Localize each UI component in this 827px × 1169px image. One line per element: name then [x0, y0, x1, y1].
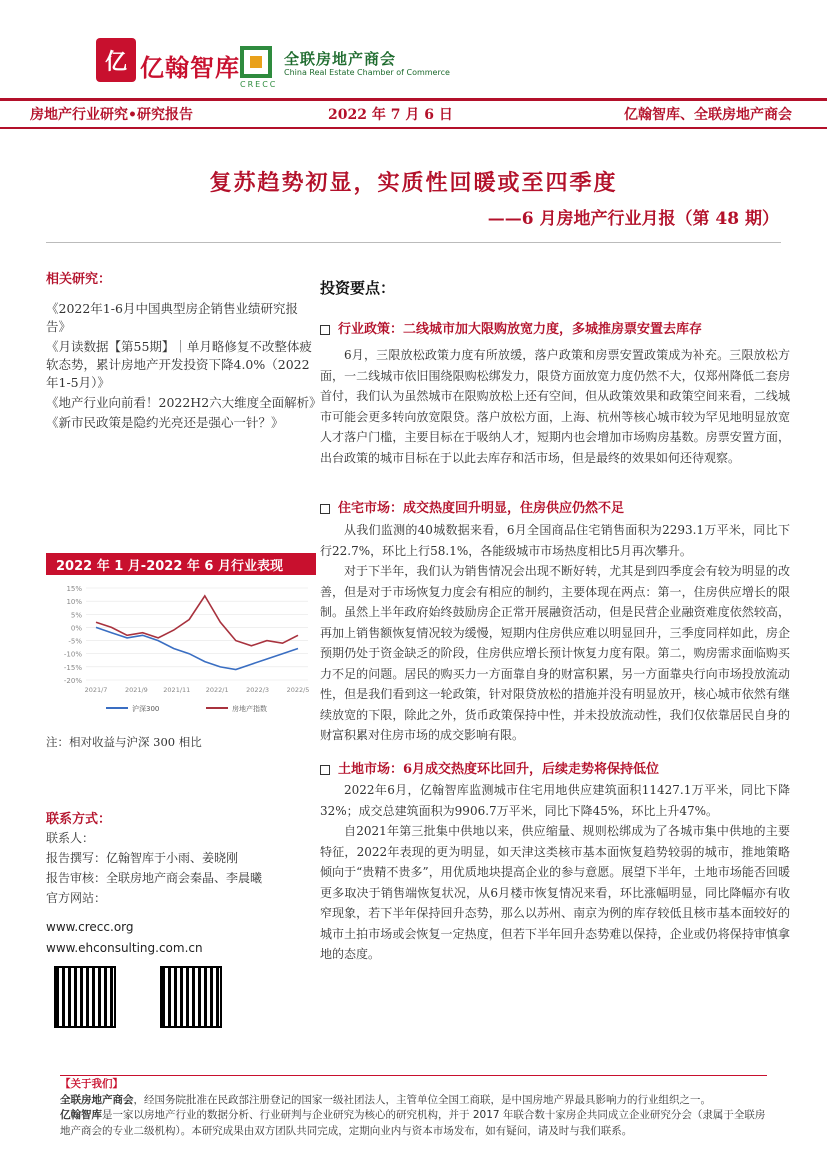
- related-research-list: [46, 300, 322, 434]
- section-land-para-1: 2022年6月，亿翰智库监测城市住宅用地供应建筑面积11427.1万平米，同比下降32%；成交总建筑面积为9906.7万平米，同比下降45%，环比上升47%。: [320, 783, 790, 818]
- report-subtitle: ——6 月房地产行业月报（第 48 期）: [487, 209, 779, 229]
- crecc-logo-icon: [240, 46, 272, 78]
- y-tick-label: -15%: [63, 663, 82, 672]
- legend-label: 沪深300: [132, 705, 160, 713]
- x-tick-label: 2022/5: [286, 686, 310, 694]
- footer-about: [60, 1077, 767, 1139]
- header-rule-bottom: [0, 127, 827, 129]
- qr-code-icon: [54, 966, 116, 1028]
- contact-line: 官方网站：: [46, 891, 107, 905]
- website-link-ehconsulting[interactable]: www.ehconsulting.com.cn: [46, 941, 203, 955]
- section-land-para-2: 自2021年第三批集中供地以来，供应缩量、规则松绑成为了各城市集中供地的主要特征，2022年表现的更为明显，如天津这类核市基本面恢复趋势较弱的城市，推地策略倾向于“贵精不贵多”，用优质地块提高企业的参与意愿。展望下半年，土地市场能否回暖更多取决于销售端恢复状况，从6月楼市恢复情况来看，环比涨幅明显，同比降幅亦有收窄现象，若下半年保持回升态势，那么以苏州、南京为例的库存较低且核市基本面较好的城市土拍市场或会恢复一定热度，但若下半年回升态势难以保持，企业或仍将保持审慎拿地的态度。: [320, 824, 790, 961]
- related-link[interactable]: 《地产行业向前看！2022H2六大维度全面解析》: [46, 395, 322, 410]
- footer-rule: [60, 1075, 767, 1076]
- section-housing-title: 住宅市场：成交热度回升明显，住房供应仍然不足: [320, 497, 624, 516]
- contact-block: [46, 828, 316, 908]
- section-policy-title: 行业政策：二线城市加大限购放宽力度，多城推房票安置去库存: [320, 318, 702, 337]
- section-land-title: 土地市场：6月成交热度环比回升，后续走势将保持低位: [320, 758, 659, 777]
- crecc-logo-abbr: CRECC: [240, 80, 278, 89]
- website-link-crecc[interactable]: www.crecc.org: [46, 920, 134, 934]
- x-tick-label: 2021/11: [163, 686, 191, 694]
- section-housing-para-2: 对于下半年，我们认为销售情况会出现不断好转，尤其是到四季度会有较为明显的改善，但是对于市场恢复力度会有相应的制约，主要体现在两点：第一，住房供应增长的限制。虽然上半年政府始终鼓励房企正常开展融资活动，但是民营企业融资难度依然较高，再加上销售额恢复情况较为缓慢，短期内住房供应难以明显回升，三季度同样如此，房企预期仍处于资金缺乏的阶段，住房供应增长预计恢复力度有限。第二，购房需求面临购买力不足的问题。居民的购买力一方面靠自身的财富积累，另一方面靠央行向市场投放流动性，但是我们看到这一轮政策，针对限贷放松的措施并没有明显放开，核心城市依然有继续放宽的下限，除此之外，货币政策保持中性，并未投放流动性，我们仅依靠居民自身的财富积累对住房市场的成交影响有限。: [320, 564, 790, 742]
- y-tick-label: 0%: [70, 624, 82, 633]
- footer-text1: ，经国务院批准在民政部注册登记的国家一级社团法人，主管单位全国工商联，是中国房地产界最具影响力的行业组织之一。: [133, 1093, 711, 1106]
- y-tick-label: 15%: [66, 585, 82, 593]
- x-tick-label: 2021/7: [84, 686, 108, 694]
- checkbox-icon: [320, 765, 330, 775]
- header-category: 房地产行业研究•研究报告: [30, 107, 193, 123]
- y-tick-label: 5%: [70, 611, 82, 620]
- crecc-logo-en: China Real Estate Chamber of Commerce: [284, 68, 450, 77]
- chart-note: 注：相对收益与沪深 300 相比: [46, 735, 202, 749]
- contact-line: 报告审核：全联房地产商会秦晶、李晨曦: [46, 871, 263, 885]
- related-research-heading: 相关研究：: [46, 272, 112, 287]
- footer-org2: 亿翰智库: [60, 1109, 102, 1121]
- report-title: 复苏趋势初显，实质性回暖或至四季度: [209, 170, 618, 196]
- header-rule-top: [0, 98, 827, 101]
- footer-org1: 全联房地产商会: [60, 1093, 134, 1106]
- related-link[interactable]: 《月读数据【第55期】｜单月略修复不改整体疲软态势，累计房地产开发投资下降4.0%（2022年1-5月）》: [46, 339, 312, 390]
- qr-code-icon: [160, 966, 222, 1028]
- related-link[interactable]: 《新市民政策是隐约光亮还是强心一针？》: [46, 415, 284, 430]
- title-divider: [46, 242, 781, 243]
- series-line: [96, 627, 298, 669]
- header-publishers: 亿翰智库、全联房地产商会: [624, 107, 792, 123]
- checkbox-icon: [320, 325, 330, 335]
- checkbox-icon: [320, 504, 330, 514]
- contact-line: 联系人：: [46, 831, 95, 845]
- yihan-logo-mark: 亿: [96, 38, 136, 82]
- x-tick-label: 2022/1: [205, 686, 229, 694]
- yihan-logo-text: 亿翰智库: [140, 54, 240, 82]
- x-tick-label: 2021/9: [124, 686, 148, 694]
- section-housing-para-1: 从我们监测的40城数据来看，6月全国商品住宅销售面积为2293.1万平米，同比下行22.7%，环比上行58.1%，各能级城市市场热度相比5月再次攀升。: [320, 523, 790, 558]
- contact-line: 报告撰写：亿翰智库于小雨、姜晓刚: [46, 851, 239, 865]
- key-points-heading: 投资要点：: [320, 279, 396, 297]
- footer-text2: 是一家以房地产行业的数据分析、行业研判与企业研究为核心的研究机构，并于 2017 年联合数十家房企共同成立企业研究分会（隶属于全联房地产商会的专业二级机构）。本研究成果由双方团队共同完成，定期向业内与资本市场发布，如有疑问，请及时与我们联系。: [60, 1109, 766, 1137]
- x-tick-label: 2022/3: [246, 686, 270, 694]
- y-tick-label: -10%: [63, 650, 82, 659]
- contact-heading: 联系方式：: [46, 812, 112, 827]
- y-tick-label: -5%: [68, 637, 82, 646]
- y-tick-label: -20%: [63, 677, 82, 685]
- y-tick-label: 10%: [66, 598, 82, 607]
- section-policy-para: 6月，三限放松政策力度有所放缓，落户政策和房票安置政策成为补充。三限放松方面，一二线城市依旧围绕限购松绑发力，限贷方面放宽力度仍然不大，仅郑州降低二套房首付，我们认为虽然城市在限购放松上还有空间，但从政策效果和政策空间来看，二线城市可能会更多转向放宽限贷。落户放松方面，上海、杭州等核心城市较为罕见地明显放宽人才落户门槛，主要目标在于吸纳人才，短期内也会增加市场购房基数。房票安置方面，出台政策的城市目标在于以此去库存和活市场，但是最终的效果如何还待观察。: [320, 348, 790, 465]
- industry-performance-chart: [46, 580, 316, 720]
- legend-label: 房地产指数: [232, 705, 267, 713]
- footer-label: 【关于我们】: [60, 1078, 123, 1090]
- header-date: 2022 年 7 月 6 日: [328, 107, 453, 123]
- related-link[interactable]: 《2022年1-6月中国典型房企销售业绩研究报告》: [46, 301, 298, 334]
- crecc-logo-cn: 全联房地产商会: [284, 50, 397, 68]
- chart-title: 2022 年 1 月-2022 年 6 月行业表现: [46, 553, 316, 575]
